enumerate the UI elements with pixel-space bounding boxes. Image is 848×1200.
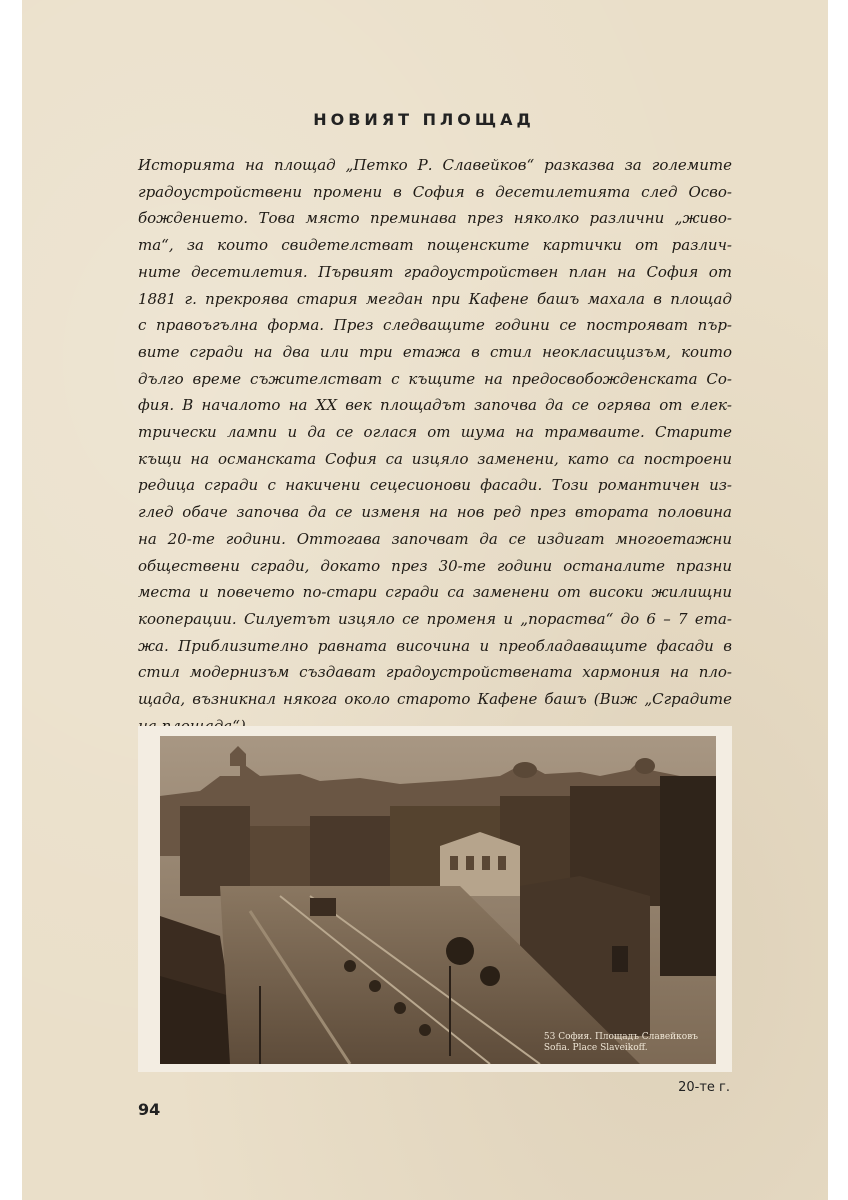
paragraph-line: 1881 г. прекроява стария мегдан при Кафене башъ махала в площад: [138, 289, 732, 308]
postcard-photo-frame: [138, 726, 732, 1072]
paragraph-line: на 20-те години. Оттогава започват да се издигат многоетажни: [138, 529, 732, 548]
postcard-caption-bulgarian: София. Площадъ Славейковъ: [558, 1032, 698, 1042]
paragraph-line: трически лампи и да се оглася от шума на трамваите. Старите: [138, 423, 732, 442]
paragraph-line: фия. В началото на XX век площадът започва да се огрява от елек-: [138, 396, 732, 415]
paragraph-line: места и повечето по-стари сгради са заменени от високи жилищни: [138, 583, 732, 602]
postcard-caption: [544, 1032, 698, 1054]
paragraph-line: бождението. Това място преминава през няколко различни „живо-: [138, 209, 732, 228]
paragraph-line: глед обаче започва да се изменя на нов ред през втората половина: [138, 503, 732, 522]
paragraph-line: дълго време съжителстват с къщите на предосвобожденската Со-: [138, 369, 732, 388]
paragraph-line: вите сгради на два или три етажа в стил неокласицизъм, които: [138, 342, 732, 361]
photo-date-caption: 20-те г.: [678, 1080, 730, 1095]
paragraph-line: обществени сгради, докато през 30-те години останалите празни: [138, 556, 732, 575]
paragraph-line: редица сгради с накичени сецесионови фасади. Този романтичен из-: [138, 476, 732, 495]
postcard-caption-french: Sofia. Place Slaveikoff.: [543, 1043, 648, 1053]
paragraph-line: стил модернизъм създават градоустройствената хармония на пло-: [138, 663, 732, 682]
paragraph-line: жа. Приблизително равната височина и преобладаващите фасади в: [138, 636, 732, 655]
page-number: 94: [138, 1100, 161, 1119]
main-paragraph: [138, 152, 732, 739]
postcard-photo: [160, 736, 716, 1064]
paragraph-line: кооперации. Силуетът изцяло се променя и „пораства“ до 6 – 7 ета-: [138, 609, 732, 628]
paragraph-line: ните десетилетия. Първият градоустройствен план на София от: [138, 262, 732, 281]
paragraph-line: та“, за които свидетелстват пощенските картички от различ-: [138, 236, 732, 255]
paragraph-line: с правоъгълна форма. През следващите години се построяват пър-: [138, 316, 732, 335]
paragraph-line: градоустройствени промени в София в десетилетията след Осво-: [138, 182, 732, 201]
section-heading: НОВИЯТ ПЛОЩАД: [313, 110, 535, 129]
paragraph-line: къщи на османската София са изцяло заменени, като са построени: [138, 449, 732, 468]
paragraph-line: щада, възникнал някога около старото Кафене башъ (Виж „Сградите: [138, 690, 732, 709]
postcard-number: 53: [543, 1032, 556, 1042]
paragraph-line: Историята на площад „Петко Р. Славейков“ разказва за големите: [138, 156, 732, 174]
city-square-illustration: [160, 736, 716, 1064]
